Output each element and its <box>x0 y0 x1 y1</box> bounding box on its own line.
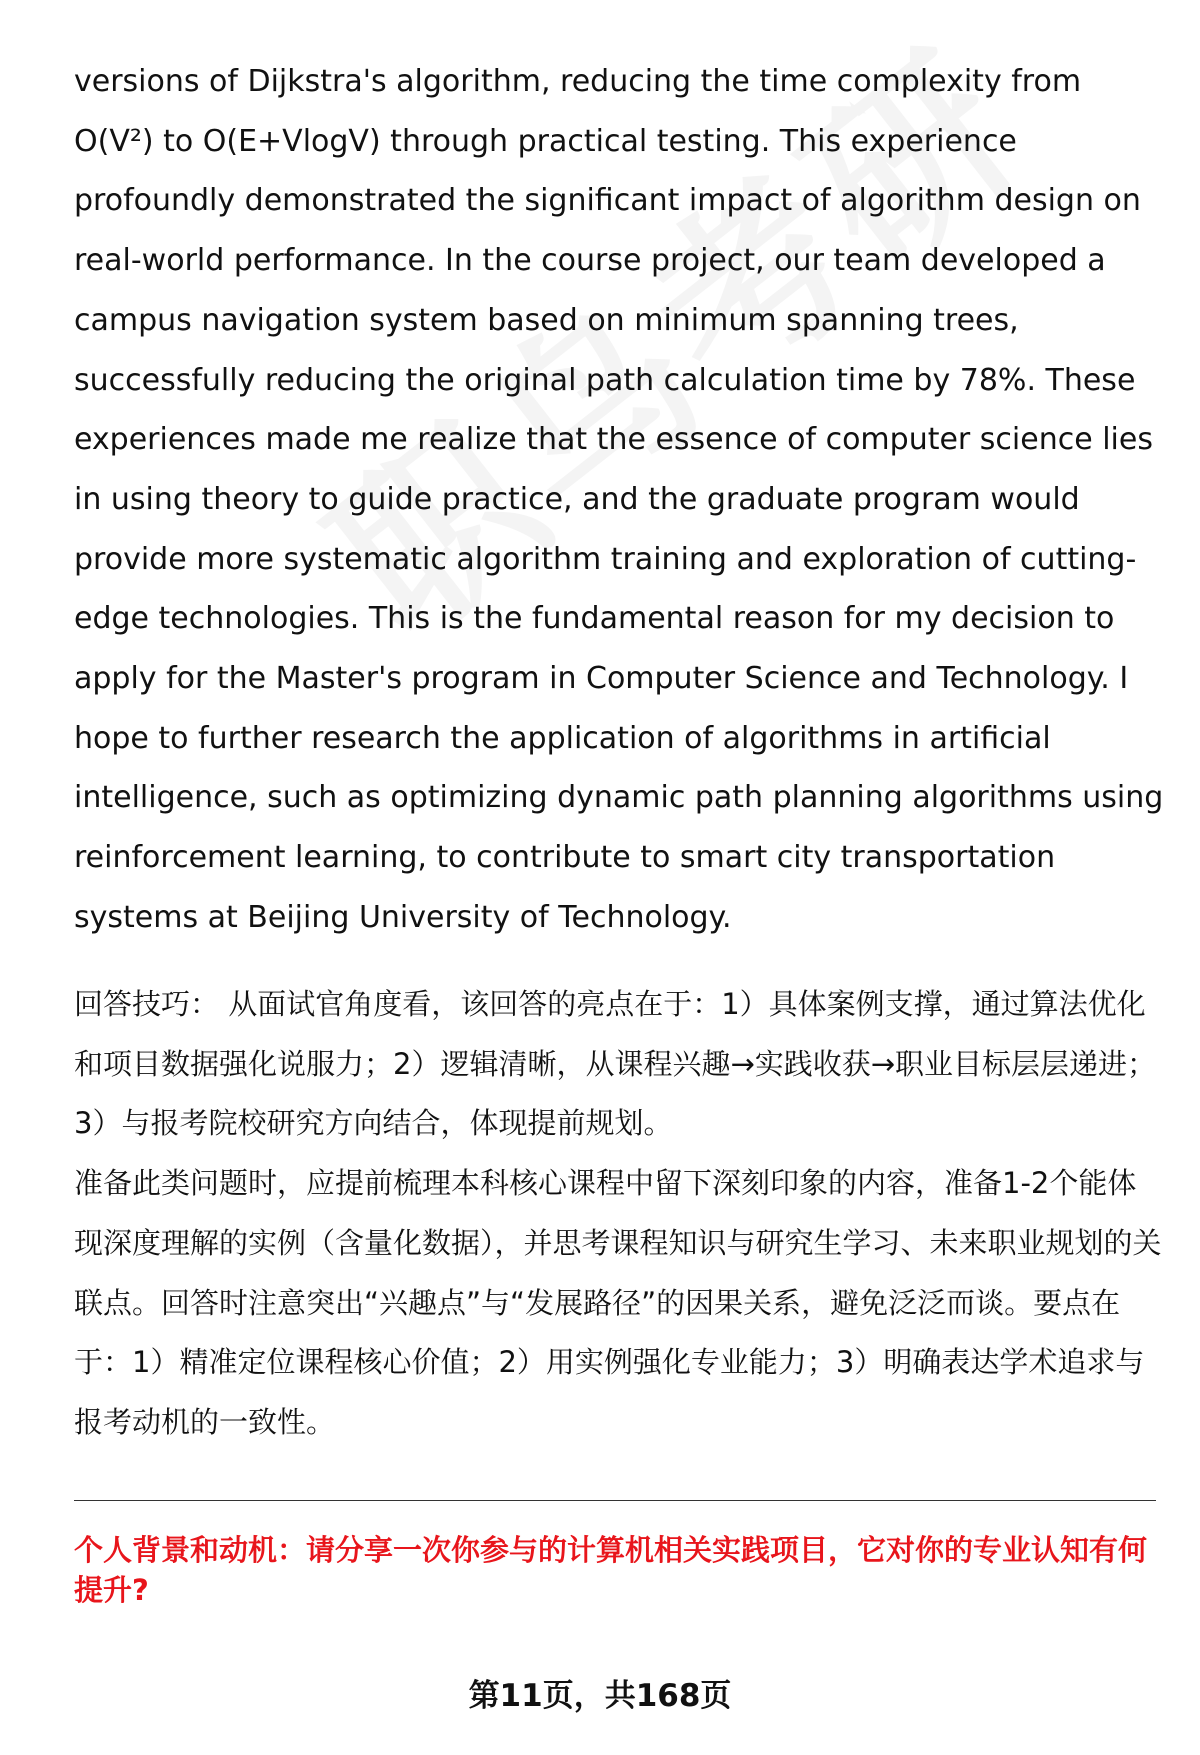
next-question-heading: 个人背景和动机：请分享一次你参与的计算机相关实践项目，它对你的专业认知有何提升? <box>74 1533 1148 1607</box>
tips-paragraph-1: 回答技巧： 从面试官角度看，该回答的亮点在于：1）具体案例支撑，通过算法优化和项目数据强化说服力；2）逻辑清晰，从课程兴趣→实践收获→职业目标层层递进；3）与报考院校研究方向结合，体现提前规划。 <box>74 987 1157 1141</box>
tips-paragraph-2: 准备此类问题时，应提前梳理本科核心课程中留下深刻印象的内容，准备1-2个能体现深度理解的实例（含量化数据），并思考课程知识与研究生学习、未来职业规划的关联点。回答时注意突出“兴趣点”与“发展路径”的因果关系，避免泛泛而谈。要点在于：1）精准定位课程核心价值；2）用实例强化专业能力；3）明确表达学术追求与报考动机的一致性。 <box>74 1166 1162 1439</box>
answer-tips-section <box>74 975 1164 1453</box>
section-divider <box>74 1500 1156 1501</box>
page-footer: 第11页，共168页 <box>468 1678 732 1714</box>
answer-paragraph: versions of Dijkstra's algorithm, reducing the time complexity from O(V²) to O(E+VlogV) through practical testing. This experience profoundly demonstrated the significant impact of algorithm design on real-world performance. In the course project, our team developed a campus navigation system based on minimum spanning trees, successfully reducing the original path calculation time by 78%. These experiences made me realize that the essence of computer science lies in using theory to guide practice, and the graduate program would provide more systematic algorithm training and exploration of cutting-edge technologies. This is the fundamental reason for my decision to apply for the Master's program in Computer Science and Technology. I hope to further research the application of algorithms in artificial intelligence, such as optimizing dynamic path planning algorithms using reinforcement learning, to contribute to smart city transportation systems at Beijing University of Technology. <box>74 64 1164 935</box>
